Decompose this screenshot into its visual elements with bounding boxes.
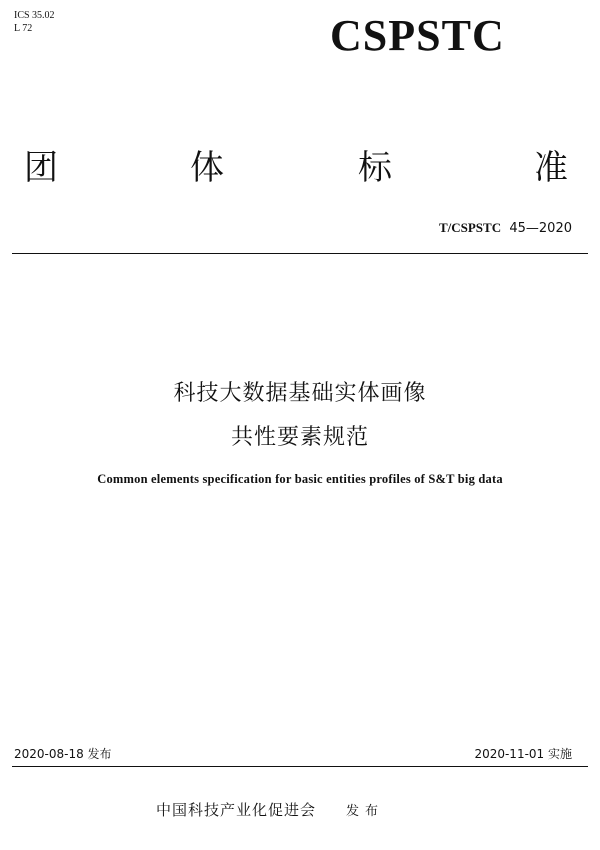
- ccs-code: L 72: [14, 23, 33, 34]
- standard-type-char-3: 标: [358, 148, 392, 188]
- title-cn-line-1: 科技大数据基础实体画像: [173, 381, 427, 406]
- release-date: 2020-08-18 发布: [14, 747, 112, 761]
- ics-code: ICS 35.02: [14, 10, 55, 21]
- standard-type-char-4: 准: [534, 148, 568, 188]
- publisher: [156, 799, 384, 820]
- classification-codes: [14, 9, 55, 35]
- standard-code: [439, 220, 572, 236]
- publisher-name: 中国科技产业化促进会: [156, 801, 317, 819]
- title-cn-line-2: 共性要素规范: [230, 425, 369, 450]
- implement-date: 2020-11-01 实施: [474, 747, 572, 761]
- cspstc-logo: CSPSTC: [330, 11, 505, 60]
- top-divider: [12, 253, 588, 254]
- title-en: Common elements specification for basic entities profiles of S&T big data: [97, 472, 503, 486]
- standard-code-prefix: T/CSPSTC: [438, 220, 502, 235]
- standard-code-number: 45—2020: [509, 221, 572, 236]
- bottom-divider: [12, 766, 588, 767]
- publisher-action: 发布: [346, 804, 385, 819]
- standard-type-char-1: 团: [24, 148, 58, 188]
- standard-type-char-2: 体: [190, 148, 224, 188]
